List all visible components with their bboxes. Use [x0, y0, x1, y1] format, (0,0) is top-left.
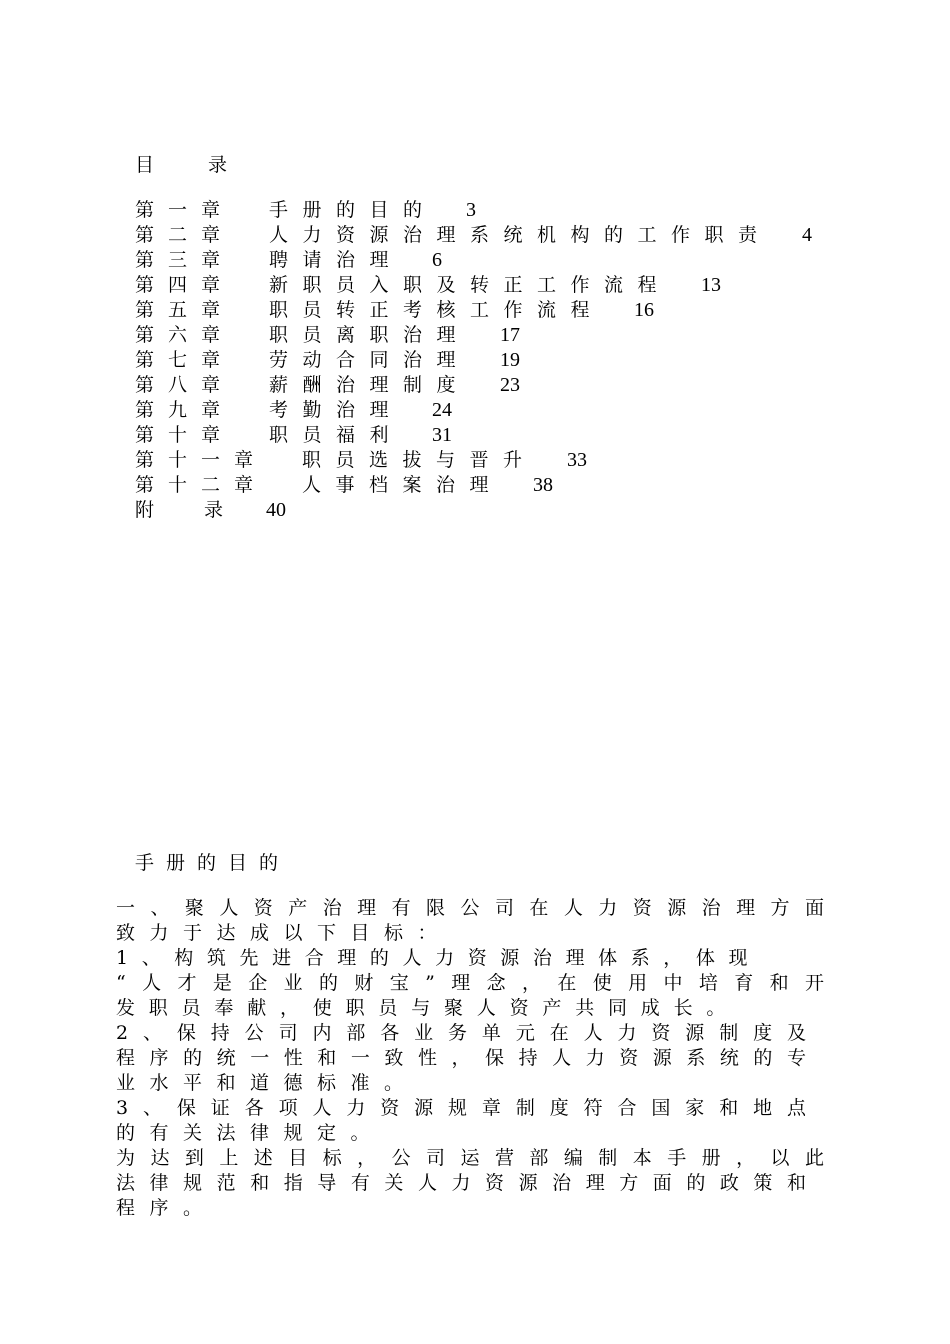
toc-title: 职员离职治理 — [269, 324, 471, 346]
body-line: 致力于达成以下目标： — [116, 922, 452, 944]
toc-title: 职员福利 — [269, 424, 404, 446]
toc-chapter: 第十二章 — [135, 474, 268, 496]
toc-page: 16 — [634, 299, 654, 321]
toc-chapter: 附 录 — [135, 499, 246, 521]
body-line: 发职员奉献，使职员与聚人资产共同成长。 — [116, 997, 740, 1019]
toc-title: 考勤治理 — [269, 399, 404, 421]
toc-chapter: 第二章 — [135, 224, 235, 246]
toc-chapter: 第一章 — [135, 199, 235, 221]
toc-title: 新职员入职及转正工作流程 — [269, 274, 672, 296]
toc-page: 19 — [500, 349, 520, 371]
toc-chapter: 第七章 — [135, 349, 235, 371]
toc-page: 23 — [500, 374, 520, 396]
toc-chapter: 第十章 — [135, 424, 235, 446]
toc-title: 劳动合同治理 — [269, 349, 471, 371]
toc-page: 40 — [266, 499, 286, 521]
body-line: “人才是企业的财宝”理念，在使用中培育和开 — [116, 972, 824, 994]
toc-heading: 目 录 — [135, 154, 252, 176]
body-line: 为达到上述目标，公司运营部编制本手册，以此 — [116, 1147, 824, 1169]
toc-chapter: 第十一章 — [135, 449, 268, 471]
body-line: 1、构筑先进合理的人力资源治理体系，体现 — [116, 947, 762, 969]
toc-page: 6 — [432, 249, 442, 271]
toc-chapter: 第九章 — [135, 399, 235, 421]
toc-chapter: 第四章 — [135, 274, 235, 296]
section-heading: 手册的目的 — [135, 852, 291, 874]
toc-title: 人事档案治理 — [302, 474, 504, 496]
toc-chapter: 第三章 — [135, 249, 235, 271]
body-line: 法律规范和指导有关人力资源治理方面的政策和 — [116, 1172, 806, 1194]
body-line: 业水平和道德标准。 — [116, 1072, 418, 1094]
toc-page: 38 — [533, 474, 553, 496]
body-line: 程序的统一性和一致性，保持人力资源系统的专 — [116, 1047, 806, 1069]
toc-page: 24 — [432, 399, 452, 421]
toc-page: 33 — [567, 449, 587, 471]
toc-title: 职员转正考核工作流程 — [269, 299, 605, 321]
toc-chapter: 第六章 — [135, 324, 235, 346]
body-line: 一、聚人资产治理有限公司在人力资源治理方面 — [116, 897, 824, 919]
toc-page: 31 — [432, 424, 452, 446]
toc-page: 3 — [466, 199, 476, 221]
toc-page: 17 — [500, 324, 520, 346]
body-line: 程序。 — [116, 1197, 217, 1219]
toc-page: 13 — [701, 274, 721, 296]
toc-title: 人力资源治理系统机构的工作职责 — [269, 224, 772, 246]
toc-page: 4 — [802, 224, 812, 246]
toc-chapter: 第八章 — [135, 374, 235, 396]
toc-title: 薪酬治理制度 — [269, 374, 471, 396]
toc-title: 手册的目的 — [269, 199, 437, 221]
toc-title: 职员选拔与晋升 — [302, 449, 537, 471]
toc-title: 聘请治理 — [269, 249, 404, 271]
toc-chapter: 第五章 — [135, 299, 235, 321]
section-body — [116, 896, 836, 1221]
body-line: 3、保证各项人力资源规章制度符合国家和地点 — [116, 1097, 806, 1119]
body-line: 的有关法律规定。 — [116, 1122, 385, 1144]
body-line: 2、保持公司内部各业务单元在人力资源制度及 — [116, 1022, 806, 1044]
